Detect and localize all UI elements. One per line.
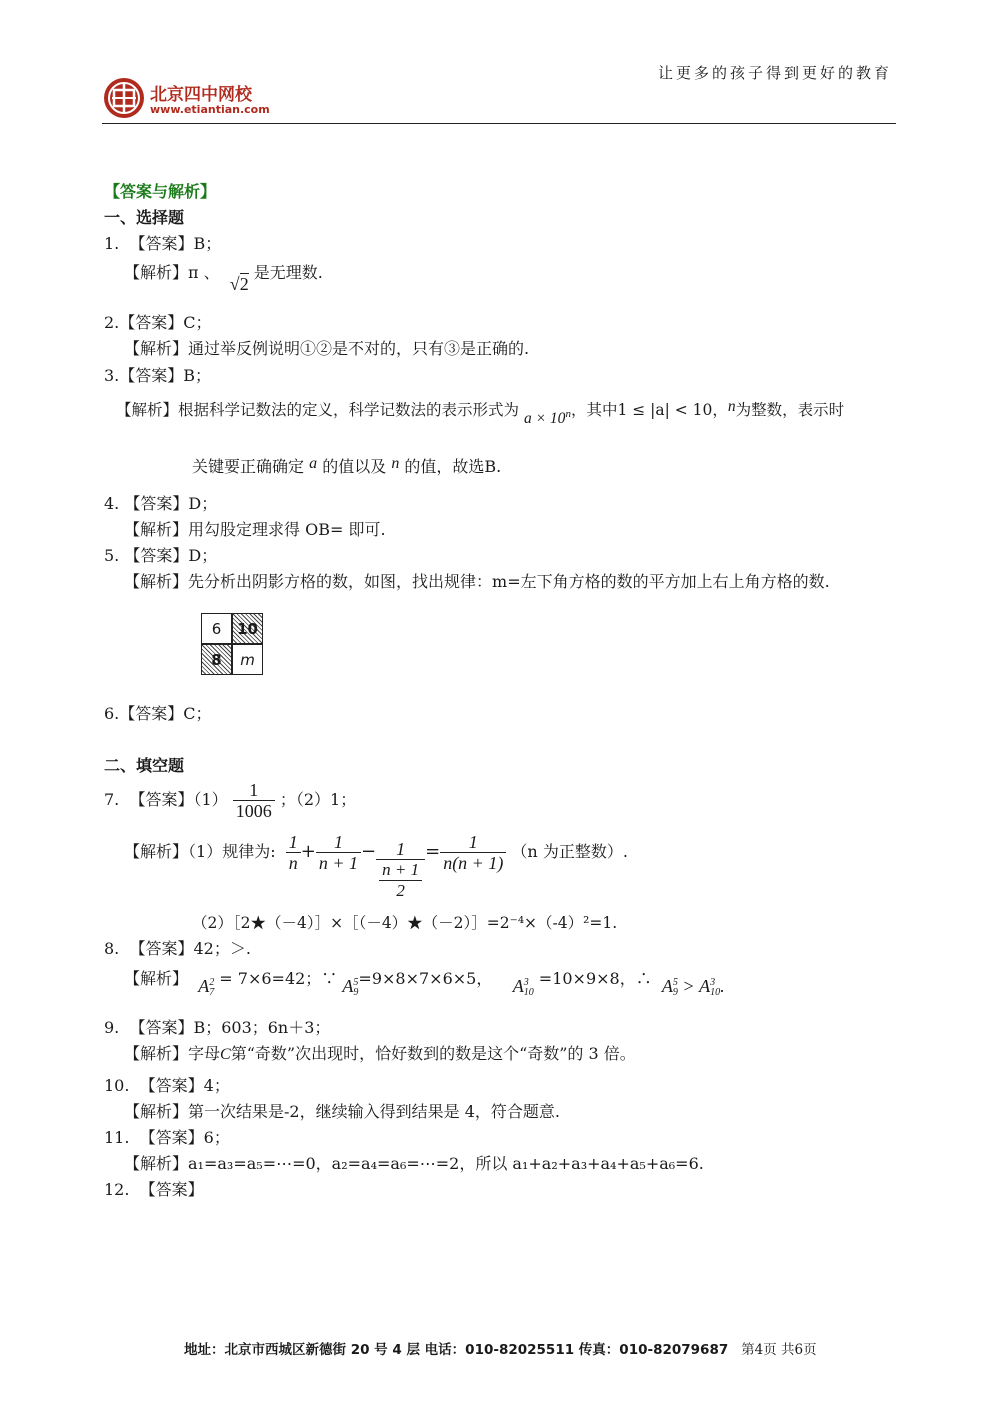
header-rule: [102, 123, 896, 124]
header-slogan: 让更多的孩子得到更好的教育: [658, 64, 893, 82]
footer-page: 第4页 共6页: [741, 1342, 817, 1358]
q4-explanation: 【解析】用勾股定理求得 OB= 即可.: [124, 520, 386, 539]
q5-answer: 5. 【答案】D；: [104, 546, 218, 565]
q5-grid: [201, 613, 265, 677]
logo-name: 北京四中网校: [150, 85, 252, 105]
section-choice: 一、选择题: [104, 208, 185, 227]
logo: [102, 76, 282, 122]
q8-answer: 8. 【答案】42；＞.: [104, 939, 251, 958]
answer-title: 【答案与解析】: [104, 182, 217, 201]
q10-answer: 10. 【答案】4；: [104, 1076, 230, 1095]
q2-answer: 2.【答案】C；: [104, 313, 212, 332]
q6-answer: 6.【答案】C；: [104, 704, 212, 723]
sqrt-expression: √2: [229, 274, 249, 294]
q1-answer: 1. 【答案】B；: [104, 234, 222, 253]
grid-cell-top-right: 10: [232, 613, 263, 644]
grid-cell-bottom-left: 8: [201, 644, 232, 675]
q3-explanation-cont: 关键要正确确定 a 的值以及 n 的值，故选B.: [192, 455, 502, 476]
q12-answer: 12. 【答案】: [104, 1180, 204, 1199]
grid-cell-bottom-right: m: [232, 644, 263, 675]
q9-answer: 9. 【答案】B；603；6n＋3；: [104, 1018, 331, 1037]
footer-address: 地址：北京市西城区新德街 20 号 4 层 电话：010-82025511 传真：010-82079687: [184, 1342, 729, 1358]
fraction-1-1006: $\frac{1}{1006}$: [233, 780, 275, 821]
q3-explanation: 【解析】根据科学记数法的定义，科学记数法的表示形式为 $a \times 10^n$，其中1 ≤ |a| < 10，n为整数，表示时: [116, 398, 845, 428]
q11-explanation: 【解析】a₁=a₃=a₅=⋯=0，a₂=a₄=a₆=⋯=2，所以 a₁+a₂+a₃+a₄+a₅+a₆=6.: [124, 1154, 704, 1173]
sci-notation: $a \times 10^n$: [523, 408, 571, 428]
q8-explanation: 【解析】 A2 7 = 7×6=42；∵ A5 9=9×8×7×6×5， A3 10 =10×9×8，∴ A5 9 > A3 10.: [124, 969, 725, 998]
q7-explanation: 【解析】（1）规律为: $\frac{1}{n}$ + $\frac{1}{n + 1}$ − $\frac{1}{\frac{n + 1}{2}}$ = $\frac{1}{n(n + 1)}$ （n 为正整数）.: [124, 832, 628, 901]
section-fill: 二、填空题: [104, 756, 185, 775]
q4-answer: 4. 【答案】D；: [104, 494, 218, 513]
logo-url: www.etiantian.com: [150, 103, 270, 116]
q2-explanation: 【解析】通过举反例说明①②是不对的，只有③是正确的.: [124, 339, 530, 358]
q7-explanation-2: （2）［2★（－4）］×［（－4）★（－2）］=2⁻⁴×（-4）²=1.: [192, 914, 618, 932]
q5-explanation: 【解析】先分析出阴影方格的数，如图，找出规律：m=左下角方格的数的平方加上右上角方格的数.: [124, 572, 830, 591]
q10-explanation: 【解析】第一次结果是-2，继续输入得到结果是 4，符合题意.: [124, 1102, 560, 1121]
grid-cell-top-left: 6: [201, 613, 232, 644]
q7-answer: 7. 【答案】（1） $\frac{1}{1006}$ ；（2）1；: [104, 780, 357, 821]
q3-answer: 3.【答案】B；: [104, 366, 212, 385]
q9-explanation: 【解析】字母C第“奇数”次出现时，恰好数到的数是这个“奇数”的 3 倍。: [124, 1044, 636, 1063]
q11-answer: 11. 【答案】6；: [104, 1128, 230, 1147]
footer: [184, 1338, 817, 1358]
q1-explanation: 【解析】π 、 √2 是无理数.: [124, 263, 323, 294]
logo-emblem-icon: [102, 76, 146, 120]
